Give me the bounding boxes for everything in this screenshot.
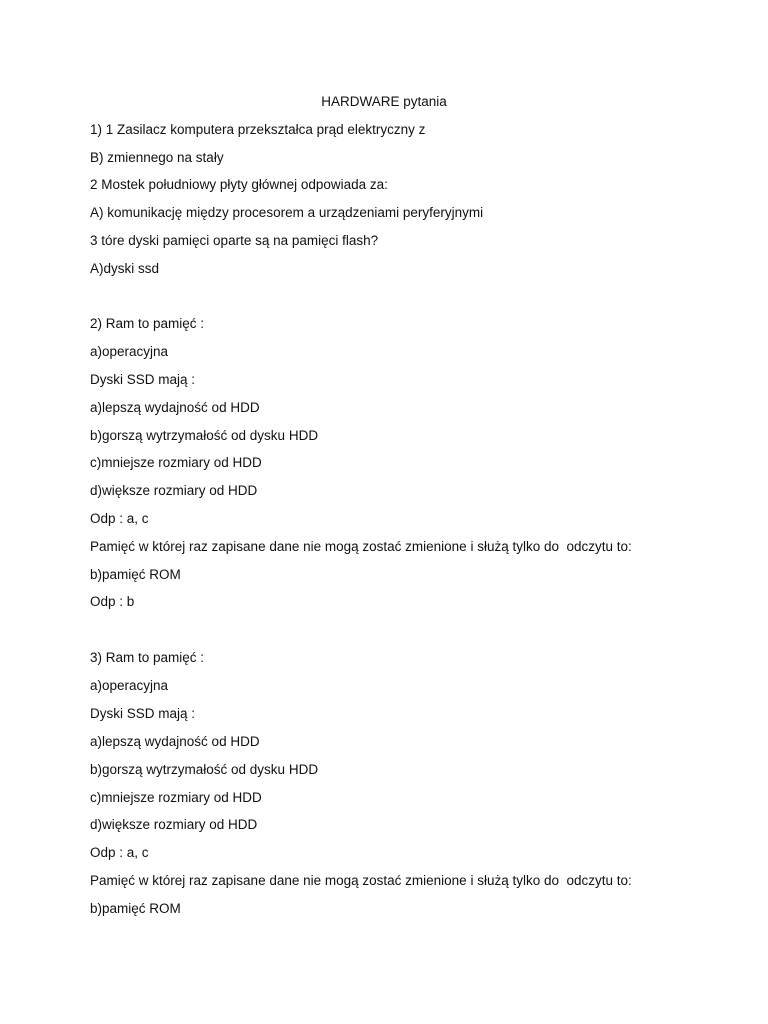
text-line: Odp : b: [90, 594, 135, 609]
text-line: A)dyski ssd: [90, 261, 160, 276]
text-line: Dyski SSD mają :: [90, 706, 196, 721]
text-line: Dyski SSD mają :: [90, 372, 196, 387]
text-line: Pamięć w której raz zapisane dane nie mogą zostać zmienione i służą tylko do odczytu to:: [90, 873, 632, 888]
text-line: A) komunikację między procesorem a urządzeniami peryferyjnymi: [90, 205, 484, 220]
text-line: a)operacyjna: [90, 344, 169, 359]
text-line: 1) 1 Zasilacz komputera przekształca prąd elektryczny z: [90, 122, 426, 137]
text-line: 3) Ram to pamięć :: [90, 650, 205, 665]
text-line: b)gorszą wytrzymałość od dysku HDD: [90, 428, 319, 443]
text-line: B) zmiennego na stały: [90, 150, 224, 165]
text-line: d)większe rozmiary od HDD: [90, 483, 258, 498]
text-line: Pamięć w której raz zapisane dane nie mogą zostać zmienione i służą tylko do odczytu to:: [90, 539, 632, 554]
text-line: a)lepszą wydajność od HDD: [90, 734, 260, 749]
text-line: 2) Ram to pamięć :: [90, 316, 205, 331]
text-line: c)mniejsze rozmiary od HDD: [90, 455, 262, 470]
text-line: Odp : a, c: [90, 511, 149, 526]
text-line: b)pamięć ROM: [90, 567, 181, 582]
text-line: b)gorszą wytrzymałość od dysku HDD: [90, 762, 319, 777]
text-line: d)większe rozmiary od HDD: [90, 817, 258, 832]
text-line: 2 Mostek południowy płyty głównej odpowiada za:: [90, 177, 388, 192]
text-line: a)operacyjna: [90, 678, 169, 693]
text-line: 3 tóre dyski pamięci oparte są na pamięci flash?: [90, 233, 379, 248]
text-line: Odp : a, c: [90, 845, 149, 860]
text-line: a)lepszą wydajność od HDD: [90, 400, 260, 415]
text-line: b)pamięć ROM: [90, 901, 181, 916]
text-line: c)mniejsze rozmiary od HDD: [90, 790, 262, 805]
document-title: HARDWARE pytania: [321, 94, 447, 109]
